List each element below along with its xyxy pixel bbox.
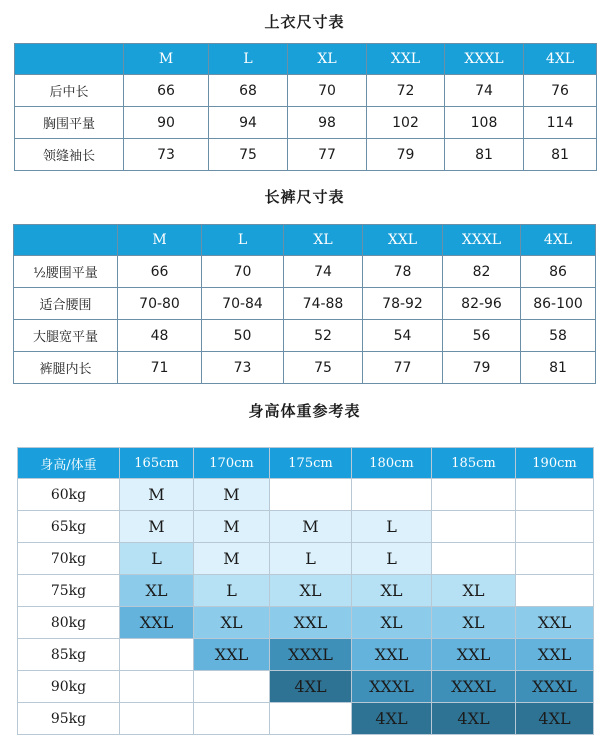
- table-cell: 54: [363, 320, 443, 352]
- weight-label: 60kg: [18, 479, 120, 511]
- table-cell: 70: [288, 75, 367, 107]
- size-recommendation-cell: [120, 703, 194, 735]
- table-row: [15, 107, 597, 139]
- row-label: 裤腿内长: [14, 352, 118, 384]
- table-cell: 48: [118, 320, 202, 352]
- table-cell: 81: [521, 352, 596, 384]
- table-row: [18, 543, 594, 575]
- row-label: ½腰围平量: [14, 256, 118, 288]
- table-row: [18, 639, 594, 671]
- size-recommendation-cell: XXL: [432, 639, 516, 671]
- weight-label: 95kg: [18, 703, 120, 735]
- table-cell: 75: [284, 352, 363, 384]
- tops-header-row: [15, 44, 597, 75]
- table-cell: 78: [363, 256, 443, 288]
- row-label: 后中长: [15, 75, 124, 107]
- table-cell: 76: [524, 75, 597, 107]
- size-recommendation-cell: 4XL: [516, 703, 594, 735]
- size-recommendation-cell: L: [194, 575, 270, 607]
- size-recommendation-cell: XXXL: [352, 671, 432, 703]
- size-recommendation-cell: XL: [432, 607, 516, 639]
- table-row: [18, 607, 594, 639]
- table-cell: 79: [367, 139, 445, 171]
- size-recommendation-cell: [270, 703, 352, 735]
- size-recommendation-cell: XL: [120, 575, 194, 607]
- table-cell: 73: [202, 352, 284, 384]
- table-cell: 90: [124, 107, 209, 139]
- table-cell: 74: [284, 256, 363, 288]
- tops-table-title: 上衣尺寸表: [264, 13, 345, 31]
- pants-size-header: XXXL: [443, 225, 521, 256]
- height-header: 170cm: [194, 448, 270, 479]
- tops-size-header: XXXL: [445, 44, 524, 75]
- height-header: 190cm: [516, 448, 594, 479]
- size-recommendation-cell: [120, 671, 194, 703]
- size-recommendation-cell: M: [120, 511, 194, 543]
- size-recommendation-cell: [516, 479, 594, 511]
- table-cell: 68: [209, 75, 288, 107]
- size-recommendation-cell: XXXL: [270, 639, 352, 671]
- table-cell: 73: [124, 139, 209, 171]
- row-label: 大腿宽平量: [14, 320, 118, 352]
- table-cell: 82-96: [443, 288, 521, 320]
- table-cell: 86: [521, 256, 596, 288]
- height-header: 185cm: [432, 448, 516, 479]
- size-recommendation-cell: L: [352, 543, 432, 575]
- size-recommendation-cell: 4XL: [432, 703, 516, 735]
- size-recommendation-cell: XXXL: [516, 671, 594, 703]
- size-recommendation-cell: XXL: [516, 607, 594, 639]
- table-cell: 66: [118, 256, 202, 288]
- size-recommendation-cell: XL: [194, 607, 270, 639]
- weight-label: 90kg: [18, 671, 120, 703]
- weight-label: 70kg: [18, 543, 120, 575]
- size-recommendation-cell: XL: [352, 575, 432, 607]
- tops-size-header: XL: [288, 44, 367, 75]
- size-recommendation-cell: L: [352, 511, 432, 543]
- table-cell: 77: [363, 352, 443, 384]
- size-recommendation-cell: XL: [270, 575, 352, 607]
- size-recommendation-cell: [516, 511, 594, 543]
- size-recommendation-cell: XL: [432, 575, 516, 607]
- weight-label: 80kg: [18, 607, 120, 639]
- pants-size-header: XXL: [363, 225, 443, 256]
- size-recommendation-cell: [352, 479, 432, 511]
- table-cell: 79: [443, 352, 521, 384]
- size-recommendation-cell: L: [270, 543, 352, 575]
- table-row: [18, 703, 594, 735]
- size-recommendation-cell: [432, 511, 516, 543]
- size-recommendation-cell: XL: [352, 607, 432, 639]
- table-cell: 82: [443, 256, 521, 288]
- table-cell: 98: [288, 107, 367, 139]
- table-row: [14, 320, 596, 352]
- tops-header-corner: [15, 44, 124, 75]
- table-cell: 108: [445, 107, 524, 139]
- tops-size-header: 4XL: [524, 44, 597, 75]
- reference-header-row: [18, 448, 594, 479]
- table-row: [18, 575, 594, 607]
- reference-corner-label: 身高/体重: [18, 448, 120, 479]
- table-row: [14, 288, 596, 320]
- reference-table-title: 身高体重参考表: [248, 402, 361, 420]
- table-cell: 74: [445, 75, 524, 107]
- table-cell: 72: [367, 75, 445, 107]
- table-cell: 50: [202, 320, 284, 352]
- height-header: 165cm: [120, 448, 194, 479]
- pants-size-header: L: [202, 225, 284, 256]
- size-recommendation-cell: M: [194, 543, 270, 575]
- height-header: 175cm: [270, 448, 352, 479]
- table-cell: 70: [202, 256, 284, 288]
- table-cell: 58: [521, 320, 596, 352]
- weight-label: 75kg: [18, 575, 120, 607]
- table-cell: 102: [367, 107, 445, 139]
- table-cell: 94: [209, 107, 288, 139]
- row-label: 胸围平量: [15, 107, 124, 139]
- table-cell: 70-84: [202, 288, 284, 320]
- weight-label: 85kg: [18, 639, 120, 671]
- table-cell: 78-92: [363, 288, 443, 320]
- pants-size-header: XL: [284, 225, 363, 256]
- table-cell: 70-80: [118, 288, 202, 320]
- table-cell: 74-88: [284, 288, 363, 320]
- pants-size-header: M: [118, 225, 202, 256]
- size-recommendation-cell: [516, 543, 594, 575]
- size-recommendation-cell: M: [120, 479, 194, 511]
- size-recommendation-cell: XXL: [516, 639, 594, 671]
- size-recommendation-cell: XXL: [194, 639, 270, 671]
- table-cell: 52: [284, 320, 363, 352]
- size-recommendation-cell: M: [194, 479, 270, 511]
- table-cell: 56: [443, 320, 521, 352]
- pants-header-corner: [14, 225, 118, 256]
- tops-size-header: L: [209, 44, 288, 75]
- size-recommendation-cell: M: [270, 511, 352, 543]
- table-cell: 77: [288, 139, 367, 171]
- size-recommendation-cell: [432, 543, 516, 575]
- size-recommendation-cell: 4XL: [352, 703, 432, 735]
- size-recommendation-cell: [120, 639, 194, 671]
- size-recommendation-cell: 4XL: [270, 671, 352, 703]
- tops-size-header: M: [124, 44, 209, 75]
- size-recommendation-cell: XXL: [270, 607, 352, 639]
- row-label: 领缝袖长: [15, 139, 124, 171]
- table-cell: 71: [118, 352, 202, 384]
- height-weight-reference-table: [17, 447, 594, 735]
- tops-size-header: XXL: [367, 44, 445, 75]
- pants-size-table: [13, 224, 596, 384]
- pants-size-header: 4XL: [521, 225, 596, 256]
- size-recommendation-cell: M: [194, 511, 270, 543]
- size-recommendation-cell: [194, 671, 270, 703]
- table-row: [14, 256, 596, 288]
- table-row: [18, 671, 594, 703]
- size-recommendation-cell: XXXL: [432, 671, 516, 703]
- table-row: [18, 511, 594, 543]
- table-cell: 75: [209, 139, 288, 171]
- size-recommendation-cell: XXL: [352, 639, 432, 671]
- row-label: 适合腰围: [14, 288, 118, 320]
- size-recommendation-cell: L: [120, 543, 194, 575]
- table-cell: 114: [524, 107, 597, 139]
- table-row: [14, 352, 596, 384]
- size-recommendation-cell: XXL: [120, 607, 194, 639]
- table-row: [15, 139, 597, 171]
- table-row: [18, 479, 594, 511]
- tops-size-table: [14, 43, 597, 171]
- table-row: [15, 75, 597, 107]
- table-cell: 81: [524, 139, 597, 171]
- table-cell: 66: [124, 75, 209, 107]
- size-recommendation-cell: [432, 479, 516, 511]
- weight-label: 65kg: [18, 511, 120, 543]
- pants-table-title: 长裤尺寸表: [264, 188, 345, 206]
- table-cell: 81: [445, 139, 524, 171]
- pants-header-row: [14, 225, 596, 256]
- height-header: 180cm: [352, 448, 432, 479]
- size-recommendation-cell: [270, 479, 352, 511]
- table-cell: 86-100: [521, 288, 596, 320]
- size-recommendation-cell: [516, 575, 594, 607]
- size-recommendation-cell: [194, 703, 270, 735]
